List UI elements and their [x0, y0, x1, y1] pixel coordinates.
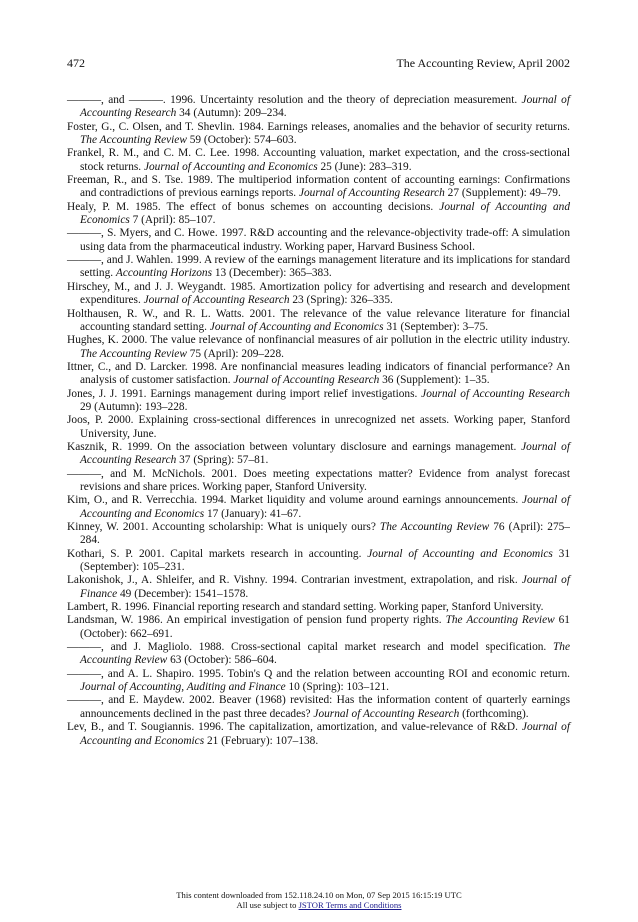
reference-text: ———, S. Myers, and C. Howe. 1997. R&D accounting and the relevance-objectivity trade-off: A simulation using data from the pharmaceutical industry. Working paper, Harvard Business School. — [67, 227, 570, 253]
reference-source-title: Journal of Accounting Research — [313, 707, 460, 720]
reference-entry — [67, 94, 570, 121]
reference-entry — [67, 574, 570, 601]
reference-entry — [67, 548, 570, 575]
reference-text: Freeman, R., and S. Tse. 1989. The multiperiod information content of accounting earnings: Confirmations and contradictions of previous earnings reports. — [67, 174, 570, 200]
reference-text: Frankel, R. M., and C. M. C. Lee. 1998. Accounting valuation, market expectation, and the cross-sectional stock returns. — [67, 147, 570, 173]
reference-text: Foster, G., C. Olsen, and T. Shevlin. 1984. Earnings releases, anomalies and the behavior of security returns. — [67, 120, 570, 133]
reference-source-title: Journal of Accounting Research — [143, 294, 290, 307]
reference-source-title: The Accounting Review — [80, 347, 187, 360]
reference-citation-details: 25 (June): 283–319. — [317, 160, 412, 173]
reference-entry — [67, 601, 570, 614]
reference-entry — [67, 147, 570, 174]
reference-citation-details: 13 (December): 365–383. — [212, 267, 332, 280]
page-number: 472 — [67, 56, 85, 70]
reference-entry — [67, 227, 570, 254]
reference-text: ———, and J. Magliolo. 1988. Cross-sectional capital market research and model specification. — [67, 641, 553, 654]
reference-entry — [67, 721, 570, 748]
reference-text: Holthausen, R. W., and R. L. Watts. 2001. The relevance of the value relevance literature for financial accounting standard setting. — [67, 307, 570, 333]
reference-source-title: Journal of Accounting, Auditing and Finance — [80, 681, 286, 694]
reference-source-title: Journal of Accounting Research — [298, 187, 445, 200]
reference-entry — [67, 174, 570, 201]
reference-text: Healy, P. M. 1985. The effect of bonus schemes on accounting decisions. — [67, 200, 440, 213]
reference-source-title: Journal of Accounting and Economics — [80, 200, 571, 227]
reference-text: Lakonishok, J., A. Shleifer, and R. Vishny. 1994. Contrarian investment, extrapolation, and risk. — [67, 574, 522, 587]
reference-text: ———, and M. McNichols. 2001. Does meeting expectations matter? Evidence from analyst forecast revisions and share prices. Working paper, Stanford University. — [67, 467, 570, 493]
reference-citation-details: 27 (Supplement): 49–79. — [444, 187, 561, 200]
reference-text: Ittner, C., and D. Larcker. 1998. Are nonfinancial measures leading indicators of financial performance? An analysis of customer satisfaction. — [67, 360, 570, 387]
reference-source-title: Journal of Accounting and Economics — [80, 494, 570, 520]
reference-text: Jones, J. J. 1991. Earnings management during import relief investigations. — [67, 387, 422, 400]
reference-citation-details: 61 (October): 662–691. — [80, 614, 570, 640]
reference-entry — [67, 388, 570, 415]
reference-source-title: Journal of Accounting and Economics — [209, 320, 384, 333]
reference-citation-details: 34 (Autumn): 209–234. — [176, 107, 287, 120]
reference-list — [67, 94, 570, 748]
reference-entry — [67, 281, 570, 308]
reference-text: Kasznik, R. 1999. On the association between voluntary disclosure and earnings management. — [67, 440, 522, 453]
reference-source-title: The Accounting Review — [445, 614, 555, 627]
page-header — [67, 56, 570, 72]
reference-text: Kothari, S. P. 2001. Capital markets research in accounting. — [67, 547, 368, 560]
reference-entry — [67, 694, 570, 721]
download-notice: This content downloaded from 152.118.24.10 on Mon, 07 Sep 2015 16:15:19 UTC — [176, 890, 462, 900]
reference-citation-details: 59 (October): 574–603. — [186, 134, 297, 147]
reference-text: Hughes, K. 2000. The value relevance of nonfinancial measures of air pollution in the electric utility industry. — [67, 334, 570, 347]
reference-text: Joos, P. 2000. Explaining cross-sectional differences in unrecognized net assets. Working paper, Stanford University, June. — [67, 414, 570, 440]
reference-source-title: Journal of Accounting and Economics — [143, 160, 318, 173]
reference-text: Landsman, W. 1986. An empirical investigation of pension fund property rights. — [67, 614, 446, 627]
reference-text: ———, and J. Wahlen. 1999. A review of the earnings management literature and its implications for standard setting. — [67, 254, 570, 280]
reference-source-title: Journal of Accounting Research — [233, 374, 380, 387]
running-head: The Accounting Review, April 2002 — [396, 56, 570, 70]
reference-text: Hirschey, M., and J. J. Weygandt. 1985. Amortization policy for advertising and research and development expenditures. — [67, 280, 570, 307]
reference-source-title: The Accounting Review — [379, 521, 490, 533]
reference-citation-details: (forthcoming). — [459, 707, 529, 720]
reference-citation-details: 36 (Supplement): 1–35. — [379, 374, 490, 387]
reference-text: ———, and E. Maydew. 2002. Beaver (1968) revisited: Has the information content of quarterly earnings announcements declined in the past three decades? — [67, 694, 570, 720]
reference-entry — [67, 308, 570, 335]
reference-source-title: Journal of Finance — [80, 574, 571, 600]
reference-entry — [67, 121, 570, 148]
reference-text: Kim, O., and R. Verrecchia. 1994. Market liquidity and volume around earnings announcements. — [67, 494, 523, 507]
reference-entry — [67, 641, 570, 668]
reference-entry — [67, 334, 570, 361]
reference-source-title: Journal of Accounting and Economics — [367, 547, 553, 560]
reference-citation-details: 17 (January): 41–67. — [204, 507, 302, 520]
reference-citation-details: 29 (Autumn): 193–228. — [80, 400, 188, 413]
reference-text: Kinney, W. 2001. Accounting scholarship: What is uniquely ours? — [67, 521, 380, 533]
reference-entry — [67, 468, 570, 495]
reference-entry — [67, 614, 570, 641]
reference-citation-details: 37 (Spring): 57–81. — [176, 454, 269, 467]
reference-source-title: Journal of Accounting Research — [80, 94, 570, 120]
reference-citation-details: 23 (Spring): 326–335. — [289, 294, 393, 307]
download-footer — [0, 890, 638, 910]
reference-entry — [67, 441, 570, 468]
terms-line — [0, 900, 638, 910]
reference-text: ———, and A. L. Shapiro. 1995. Tobin's Q and the relation between accounting ROI and economic return. — [67, 667, 570, 680]
reference-source-title: The Accounting Review — [80, 134, 187, 147]
reference-citation-details: 63 (October): 586–604. — [167, 654, 277, 667]
reference-entry — [67, 201, 570, 228]
reference-source-title: Accounting Horizons — [115, 267, 213, 280]
reference-entry — [67, 668, 570, 695]
reference-entry — [67, 361, 570, 388]
reference-citation-details: 76 (April): 275–284. — [80, 521, 570, 547]
reference-source-title: The Accounting Review — [80, 641, 570, 667]
reference-source-title: Journal of Accounting and Economics — [80, 721, 570, 747]
reference-citation-details: 31 (September): 105–231. — [80, 547, 570, 574]
reference-citation-details: 49 (December): 1541–1578. — [117, 587, 249, 600]
jstor-terms-link[interactable]: JSTOR Terms and Conditions — [298, 900, 402, 910]
reference-source-title: Journal of Accounting Research — [421, 387, 570, 400]
reference-source-title: Journal of Accounting Research — [80, 440, 571, 467]
terms-prefix: All use subject to — [236, 900, 299, 910]
reference-entry — [67, 254, 570, 281]
reference-entry — [67, 414, 570, 441]
reference-text: Lev, B., and T. Sougiannis. 1996. The capitalization, amortization, and value-relevance of R&D. — [67, 721, 522, 734]
reference-text: ———, and ———. 1996. Uncertainty resolution and the theory of depreciation measurement. — [67, 94, 522, 106]
reference-citation-details: 7 (April): 85–107. — [129, 214, 216, 227]
reference-citation-details: 75 (April): 209–228. — [186, 347, 284, 360]
reference-citation-details: 10 (Spring): 103–121. — [285, 681, 389, 694]
reference-entry — [67, 521, 570, 548]
reference-entry — [67, 494, 570, 521]
reference-text: Lambert, R. 1996. Financial reporting research and standard setting. Working paper, Stanford University. — [67, 601, 544, 614]
reference-citation-details: 21 (February): 107–138. — [204, 734, 319, 747]
reference-citation-details: 31 (September): 3–75. — [383, 320, 489, 333]
